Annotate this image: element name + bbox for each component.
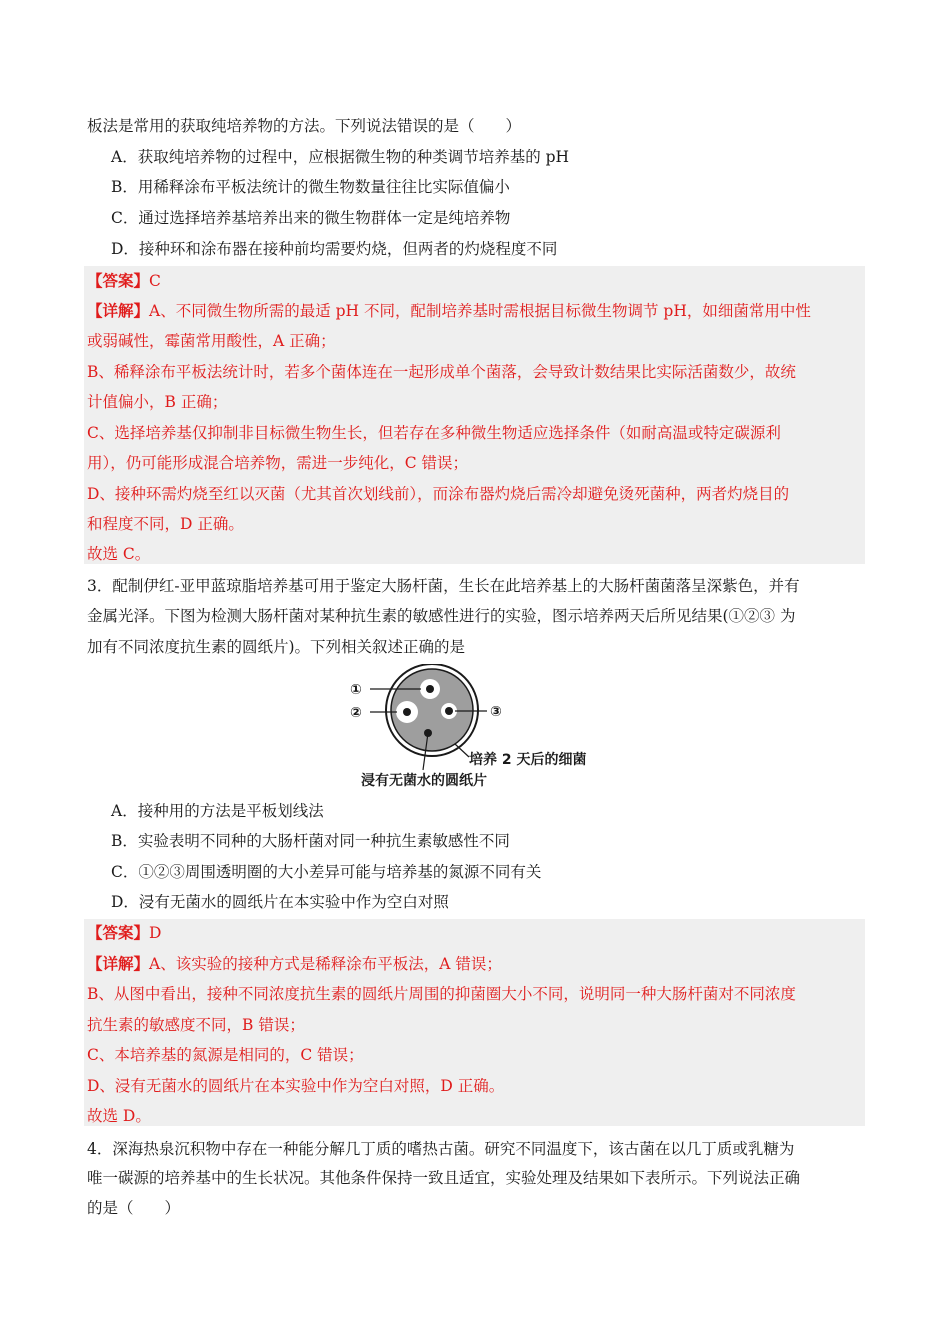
q3-detail-line-3: 抗生素的敏感度不同，B 错误； — [87, 1016, 305, 1034]
q2-detail-line-7: D、接种环需灼烧至红以灭菌（尤其首次划线前），而涂布器灼烧后需冷却避免烫死菌种，两者灼烧目的 — [87, 485, 790, 503]
q3-answer-tag: 【答案】 — [87, 923, 150, 942]
q2-option-c: C．通过选择培养基培养出来的微生物群体一定是纯培养物 — [111, 209, 511, 227]
q2-detail-line-3: B、稀释涂布平板法统计时，若多个菌体连在一起形成单个菌落，会导致计数结果比实际活菌数少，故统 — [87, 363, 796, 381]
q2-detail-text: A、不同微生物所需的最适 pH 不同，配制培养基时需根据目标微生物调节 pH，如细菌常用中性 — [149, 302, 811, 320]
paper-disc-1 — [426, 685, 434, 693]
figure-label-1: ① — [350, 682, 362, 698]
q2-option-b: B．用稀释涂布平板法统计的微生物数量往往比实际值偏小 — [111, 178, 510, 196]
q3-stem-line-2: 金属光泽。下图为检测大肠杆菌对某种抗生素的敏感性进行的实验，图示培养两天后所见结果(①②③ 为 — [87, 607, 796, 625]
q3-conclusion: 故选 D。 — [87, 1107, 151, 1125]
q2-detail-line-8: 和程度不同，D 正确。 — [87, 515, 244, 533]
q2-detail-line-6: 用），仍可能形成混合培养物，需进一步纯化，C 错误； — [87, 454, 469, 472]
q2-answer-line — [87, 270, 161, 292]
q3-option-d: D．浸有无菌水的圆纸片在本实验中作为空白对照 — [111, 893, 449, 911]
q2-conclusion: 故选 C。 — [87, 545, 151, 563]
paper-disc-3 — [445, 707, 453, 715]
q4-stem-line-3: 的是（ ） — [87, 1199, 181, 1217]
q2-detail-line-5: C、选择培养基仅抑制非目标微生物生长，但若存在多种微生物适应选择条件（如耐高温或特定碳源利 — [87, 424, 781, 442]
figure-label-2: ② — [350, 705, 362, 721]
figure-label-bacteria: 培养 2 天后的细菌 — [469, 752, 587, 768]
q3-detail-line-2: B、从图中看出，接种不同浓度抗生素的圆纸片周围的抑菌圈大小不同，说明同一种大肠杆菌对不同浓度 — [87, 985, 796, 1003]
q2-stem-tail: 板法是常用的获取纯培养物的方法。下列说法错误的是（ ） — [87, 117, 522, 135]
petri-dish-figure — [345, 664, 615, 790]
q4-stem-line-1: 4．深海热泉沉积物中存在一种能分解几丁质的嗜热古菌。研究不同温度下，该古菌在以几丁质或乳糖为 — [87, 1140, 795, 1158]
q2-detail-line-4: 计值偏小，B 正确； — [87, 393, 228, 411]
figure-label-3: ③ — [490, 704, 502, 720]
q2-answer-value: C — [149, 272, 161, 290]
q3-detail-text: A、该实验的接种方式是稀释涂布平板法，A 错误； — [149, 955, 502, 973]
q4-stem-line-2: 唯一碳源的培养基中的生长状况。其他条件保持一致且适宜，实验处理及结果如下表所示。下列说法正确 — [87, 1169, 801, 1187]
q2-detail-tag: 【详解】 — [87, 301, 150, 320]
q3-option-b: B．实验表明不同种的大肠杆菌对同一种抗生素敏感性不同 — [111, 832, 510, 850]
q3-detail-line-4: C、本培养基的氮源是相同的，C 错误； — [87, 1046, 364, 1064]
q2-detail-line-2: 或弱碱性，霉菌常用酸性，A 正确； — [87, 332, 336, 350]
q3-answer-value: D — [149, 924, 162, 942]
q3-option-a: A．接种用的方法是平板划线法 — [111, 802, 324, 820]
q3-stem-line-1: 3．配制伊红-亚甲蓝琼脂培养基可用于鉴定大肠杆菌，生长在此培养基上的大肠杆菌菌落呈深紫色，并有 — [87, 577, 800, 595]
q3-stem-line-3: 加有不同浓度抗生素的圆纸片)。下列相关叙述正确的是 — [87, 638, 466, 656]
q2-answer-tag: 【答案】 — [87, 271, 150, 290]
q2-detail-line-1 — [87, 300, 811, 322]
q3-detail-line-5: D、浸有无菌水的圆纸片在本实验中作为空白对照，D 正确。 — [87, 1077, 505, 1095]
q3-option-c: C．①②③周围透明圈的大小差异可能与培养基的氮源不同有关 — [111, 863, 542, 881]
paper-disc-2 — [403, 708, 411, 716]
q2-option-d: D．接种环和涂布器在接种前均需要灼烧，但两者的灼烧程度不同 — [111, 240, 558, 258]
q2-option-a: A．获取纯培养物的过程中，应根据微生物的种类调节培养基的 pH — [111, 148, 570, 166]
q3-detail-tag: 【详解】 — [87, 954, 150, 973]
figure-label-disc: 浸有无菌水的圆纸片 — [361, 773, 487, 789]
q3-answer-line — [87, 922, 161, 944]
q3-detail-line-1 — [87, 953, 502, 975]
